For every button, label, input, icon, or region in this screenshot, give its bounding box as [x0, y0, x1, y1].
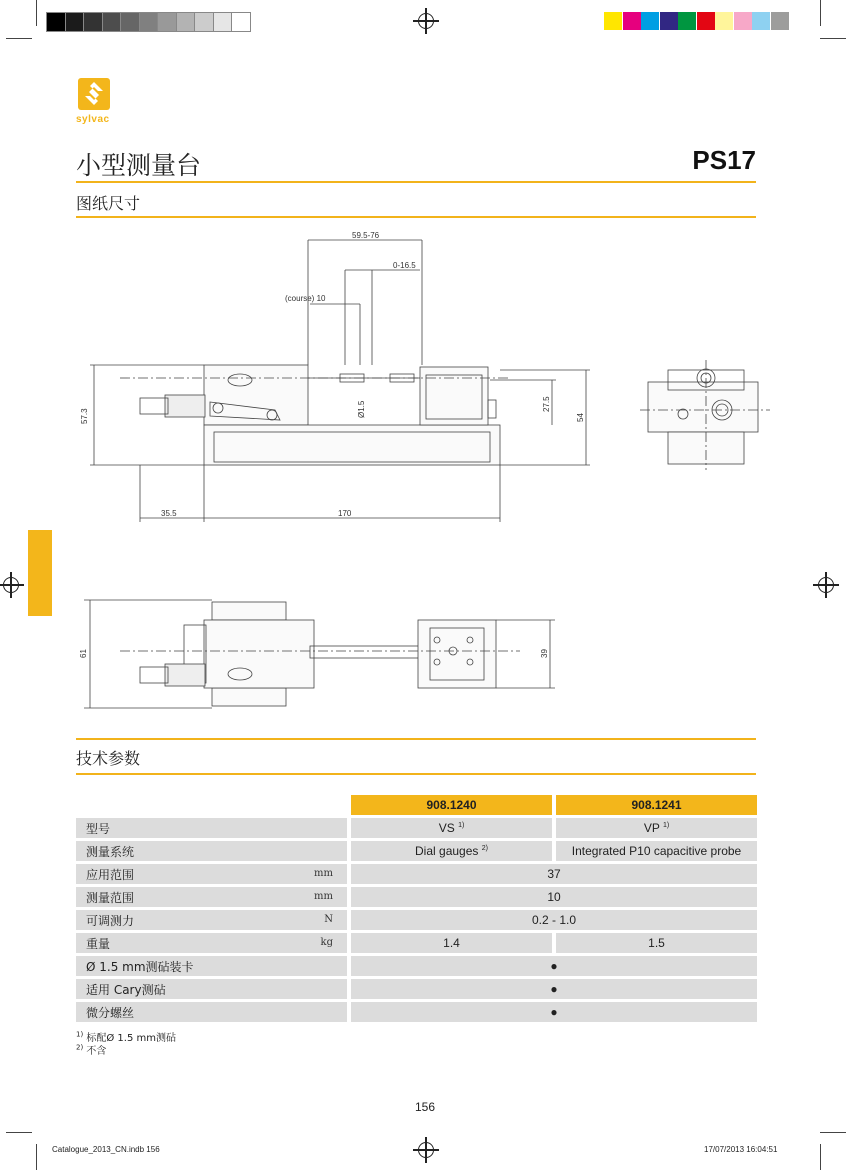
sylvac-logo: [76, 76, 112, 125]
dim-label: Ø1.5: [357, 400, 366, 418]
cell-value: ●: [550, 959, 558, 973]
row-label: [76, 933, 347, 953]
page-title: 小型测量台: [76, 151, 202, 180]
grayscale-swatch: [176, 12, 196, 32]
footnote-mark: 2): [76, 1043, 84, 1052]
color-swatch: [734, 12, 752, 30]
technical-drawing: [0, 220, 850, 720]
dim-label: 170: [338, 509, 352, 518]
cell-value: 1.4: [443, 936, 460, 950]
table-cell: [351, 956, 757, 976]
table-row: [76, 910, 757, 930]
model-number: PS17: [692, 145, 756, 175]
table-row: [76, 887, 757, 907]
section-title-specs: 技术参数: [76, 749, 141, 768]
table-cell: [351, 933, 552, 953]
table-cell: [351, 1002, 757, 1022]
row-label: [76, 818, 347, 838]
row-label: [76, 841, 347, 861]
crop-mark: [820, 1132, 846, 1133]
table-cell: [351, 841, 552, 861]
footnote-ref: 1): [662, 822, 670, 829]
color-swatch: [715, 12, 733, 30]
crop-mark: [820, 0, 821, 26]
table-row: [76, 818, 757, 838]
dim-label: 61: [79, 649, 88, 658]
cell-value: Integrated P10 capacitive probe: [571, 844, 742, 858]
divider: [76, 773, 756, 775]
brand-name: sylvac: [76, 114, 110, 125]
divider: [76, 216, 756, 218]
cell-value: VP: [643, 821, 660, 835]
grayscale-swatch: [120, 12, 140, 32]
cell-value: Dial gauges: [415, 844, 479, 858]
table-cell: [351, 887, 757, 907]
row-label: [76, 864, 347, 884]
slug-left: Catalogue_2013_CN.indb 156: [52, 1145, 160, 1154]
grayscale-swatch: [231, 12, 251, 32]
grayscale-swatch: [65, 12, 85, 32]
table-cell: [556, 818, 757, 838]
table-cell: [556, 841, 757, 861]
row-label-text: 微分螺丝: [86, 1005, 135, 1020]
row-unit: mm: [314, 891, 333, 902]
table-row: [76, 864, 757, 884]
color-swatch: [623, 12, 641, 30]
cell-value: 1.5: [648, 936, 665, 950]
row-label-text: 应用范围: [86, 867, 135, 882]
dim-label: 54: [576, 413, 585, 422]
grayscale-swatch: [194, 12, 214, 32]
row-label: [76, 979, 347, 999]
color-swatch: [604, 12, 622, 30]
sylvac-logo-icon: [76, 76, 112, 112]
divider: [76, 181, 756, 183]
table-cell: [556, 933, 757, 953]
dim-label: 59.5-76: [352, 231, 380, 240]
crop-mark: [36, 1144, 37, 1170]
row-label-text: 测量范围: [86, 890, 135, 905]
dim-label: 0-16.5: [393, 261, 416, 270]
cell-value: 0.2 - 1.0: [531, 913, 577, 927]
cell-value: VS: [438, 821, 455, 835]
table-row: [76, 1002, 757, 1022]
row-unit: N: [324, 914, 333, 925]
table-cell: [351, 979, 757, 999]
row-unit: kg: [320, 937, 333, 948]
page-number: 156: [415, 1100, 436, 1114]
table-cell: [351, 910, 757, 930]
footnote-mark: 1): [76, 1030, 84, 1039]
footnote-text: 不含: [86, 1046, 107, 1057]
row-label: [76, 1002, 347, 1022]
table-row: [76, 933, 757, 953]
row-label-text: 适用 Cary测砧: [86, 982, 166, 997]
table-row: [76, 979, 757, 999]
footnote-text: 标配Ø 1.5 mm测砧: [86, 1033, 176, 1044]
row-label: [76, 887, 347, 907]
row-label-text: 测量系统: [86, 844, 135, 859]
crop-mark: [820, 1144, 821, 1170]
table-row: [76, 956, 757, 976]
dim-label: (course) 10: [285, 294, 326, 303]
registration-mark-icon: [418, 1142, 434, 1158]
color-swatch: [641, 12, 659, 30]
row-label-text: 重量: [86, 936, 111, 951]
row-unit: mm: [314, 868, 333, 879]
cell-value: ●: [550, 982, 558, 996]
row-label: [76, 910, 347, 930]
dim-label: 57.3: [80, 408, 89, 424]
row-label-text: Ø 1.5 mm测砧装卡: [86, 959, 194, 974]
table-row: [76, 841, 757, 861]
section-title-drawing: 图纸尺寸: [76, 194, 141, 213]
footnote-2: [76, 1042, 106, 1057]
footnote-ref: 2): [481, 845, 488, 852]
grayscale-swatch: [213, 12, 233, 32]
dim-label: 27.5: [542, 396, 551, 412]
crop-mark: [36, 0, 37, 26]
dim-label: 39: [540, 649, 549, 658]
table-cell: [351, 818, 552, 838]
crop-mark: [6, 1132, 32, 1133]
color-swatch: [697, 12, 715, 30]
column-header: 908.1240: [351, 795, 552, 815]
slug-right: 17/07/2013 16:04:51: [704, 1145, 778, 1154]
row-label-text: 可调测力: [86, 913, 135, 928]
table-header-row: [76, 795, 757, 815]
divider: [76, 738, 756, 740]
color-swatch: [660, 12, 678, 30]
grayscale-swatch: [139, 12, 159, 32]
spec-table: [76, 792, 757, 1025]
table-cell: [351, 864, 757, 884]
color-swatch: [771, 12, 789, 30]
cell-value: ●: [550, 1005, 558, 1019]
cell-value: 37: [547, 867, 561, 881]
crop-mark: [6, 38, 32, 39]
grayscale-swatch: [83, 12, 103, 32]
footnote-ref: 1): [458, 822, 465, 829]
cell-value: 10: [547, 890, 561, 904]
row-label: [76, 956, 347, 976]
row-label-text: 型号: [86, 821, 111, 836]
color-swatch: [678, 12, 696, 30]
registration-mark-icon: [418, 13, 434, 29]
crop-mark: [820, 38, 846, 39]
grayscale-swatch: [157, 12, 177, 32]
color-swatch: [752, 12, 770, 30]
grayscale-swatch: [102, 12, 122, 32]
dim-label: 35.5: [161, 509, 177, 518]
grayscale-swatch: [46, 12, 66, 32]
column-header: 908.1241: [556, 795, 757, 815]
